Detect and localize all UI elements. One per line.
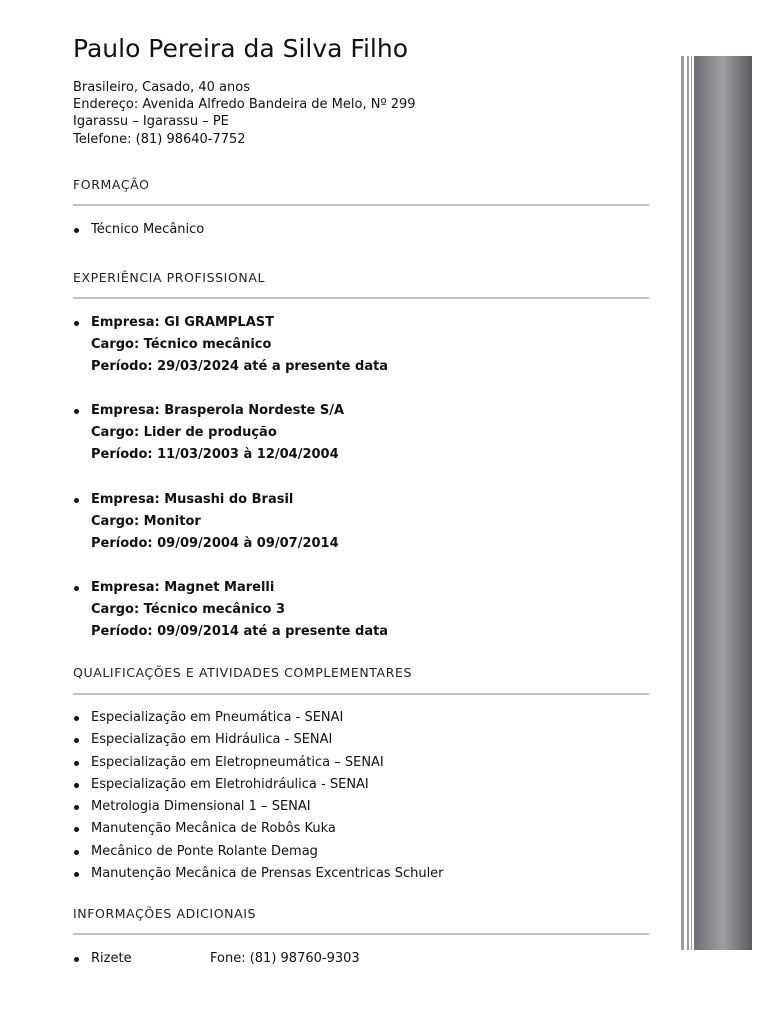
list-item: Técnico Mecânico (73, 219, 649, 241)
decorative-stripe (687, 56, 689, 950)
job-entry (73, 489, 649, 555)
list-item: Especialização em Pneumática - SENAI (73, 707, 649, 729)
section-title-qualificacoes: QUALIFICAÇÕES E ATIVIDADES COMPLEMENTARES (73, 665, 413, 680)
list-item: Especialização em Eletropneumática – SENAI (73, 752, 649, 774)
list-item (73, 948, 649, 970)
contact-phone: Fone: (81) 98760-9303 (210, 951, 360, 966)
section-title-experiencia: EXPERIÊNCIA PROFISSIONAL (73, 270, 266, 285)
formacao-list (73, 219, 649, 241)
job-period: Período: 09/09/2014 até a presente data (91, 624, 389, 640)
decorative-stripe (681, 56, 684, 950)
list-item: Especialização em Hidráulica - SENAI (73, 729, 649, 751)
contact-block (73, 79, 416, 148)
section-divider (73, 297, 649, 299)
job-period: Período: 29/03/2024 até a presente data (91, 359, 389, 374)
contact-name: Rizete (91, 951, 132, 966)
candidate-name: Paulo Pereira da Silva Filho (73, 34, 409, 63)
address-line: Endereço: Avenida Alfredo Bandeira de Melo, Nº 299 (73, 97, 416, 113)
section-title-formacao: FORMAÇÃO (73, 177, 150, 192)
qualifications-list (73, 707, 649, 885)
city-line: Igarassu – Igarassu – PE (73, 114, 229, 130)
list-item: Metrologia Dimensional 1 – SENAI (73, 796, 649, 818)
job-role: Cargo: Lider de produção (91, 425, 277, 441)
list-item: Manutenção Mecânica de Prensas Excentricas Schuler (73, 863, 649, 885)
list-item: Mecânico de Ponte Rolante Demag (73, 841, 649, 863)
job-company: Empresa: Musashi do Brasil (91, 491, 294, 507)
decorative-stripe (691, 56, 692, 950)
decorative-sidebar (694, 56, 752, 950)
personal-info: Brasileiro, Casado, 40 anos (73, 80, 250, 95)
job-company: Empresa: Brasperola Nordeste S/A (91, 403, 345, 419)
section-divider (73, 933, 649, 935)
job-entry (73, 312, 649, 378)
job-entry (73, 577, 649, 643)
experience-list (73, 312, 649, 666)
phone-line: Telefone: (81) 98640-7752 (73, 131, 246, 147)
job-company: Empresa: GI GRAMPLAST (91, 315, 275, 330)
section-divider (73, 693, 649, 695)
list-item: Especialização em Eletrohidráulica - SENAI (73, 774, 649, 796)
list-item: Manutenção Mecânica de Robôs Kuka (73, 818, 649, 840)
job-period: Período: 09/09/2004 à 09/07/2014 (91, 535, 339, 551)
job-role: Cargo: Técnico mecânico 3 (91, 602, 285, 618)
job-role: Cargo: Técnico mecânico (91, 337, 272, 352)
section-divider (73, 204, 649, 206)
section-title-informacoes: INFORMAÇÕES ADICIONAIS (73, 906, 257, 921)
job-entry (73, 400, 649, 466)
job-company: Empresa: Magnet Marelli (91, 580, 275, 596)
job-period: Período: 11/03/2003 à 12/04/2004 (91, 447, 339, 463)
job-role: Cargo: Monitor (91, 513, 201, 529)
additional-info-list (73, 948, 649, 970)
